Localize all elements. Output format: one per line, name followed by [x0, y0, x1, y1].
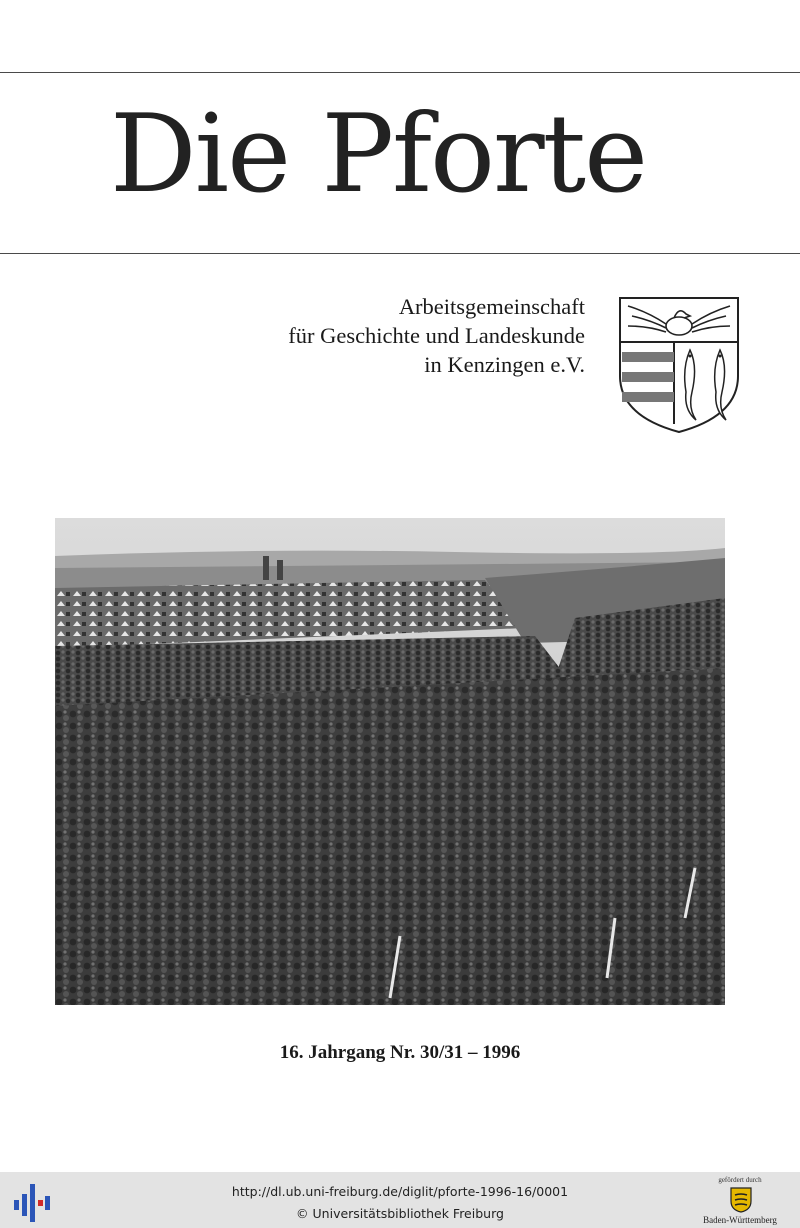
society-name [288, 292, 585, 379]
society-line-1: Arbeitsgemeinschaft [398, 294, 585, 319]
sponsor-name: Baden-Württemberg [703, 1215, 777, 1225]
bottom-rule [0, 253, 800, 254]
society-line-2: für Geschichte und Landeskunde [288, 323, 585, 348]
kenzingen-coat-of-arms-icon [618, 296, 740, 434]
baden-wuerttemberg-crest-icon [730, 1187, 752, 1213]
sponsor-badge [690, 1175, 790, 1227]
top-rule [0, 72, 800, 73]
copyright-notice: © Universitätsbibliothek Freiburg [296, 1206, 504, 1221]
issue-label: 16. Jahrgang Nr. 30/31 – 1996 [279, 1042, 521, 1063]
digitization-footer [0, 1172, 800, 1228]
document-url[interactable]: http://dl.ub.uni-freiburg.de/diglit/pforte-1996-16/0001 [231, 1184, 569, 1199]
sponsor-top-label: gefördert durch [718, 1176, 762, 1184]
society-line-3: in Kenzingen e.V. [424, 352, 585, 377]
vineyard-landscape-photo [55, 518, 725, 1005]
journal-title: Die Pforte [110, 92, 646, 217]
